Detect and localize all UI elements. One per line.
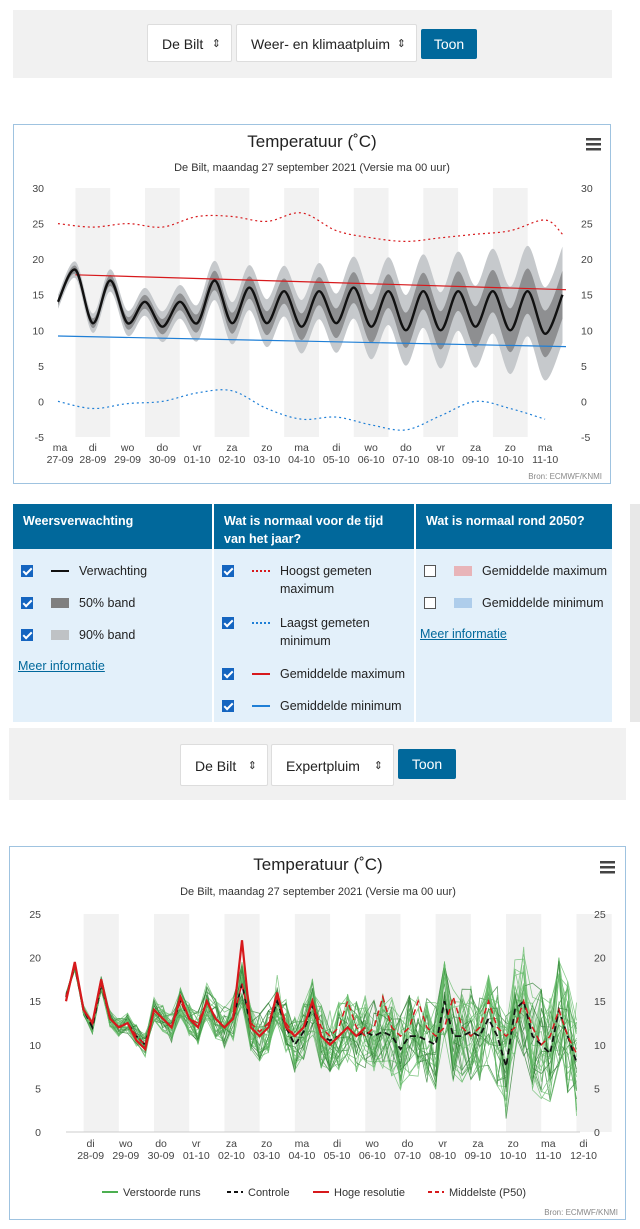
legend-item-label: Laagst gemeten minimum (280, 616, 370, 648)
y-tick-label-left: 0 (35, 1127, 41, 1139)
y-tick-label-right: 15 (594, 996, 606, 1009)
more-info-link[interactable]: Meer informatie (18, 659, 105, 673)
hamburger-menu-icon (586, 143, 601, 146)
legend-section-forecast (13, 504, 212, 722)
x-tick-day: di (579, 1138, 588, 1150)
show-button[interactable]: Toon (398, 749, 456, 779)
legend-item-label: Verstoorde runs (123, 1187, 201, 1199)
updown-chevron-icon: ⇕ (211, 38, 221, 50)
chart-title: Temperatuur (˚C) (253, 855, 383, 874)
x-tick-date: 04-10 (288, 454, 315, 466)
x-tick-date: 11-10 (532, 454, 559, 466)
day-band (576, 914, 611, 1132)
y-tick-label-left: 5 (35, 1083, 41, 1096)
hamburger-menu-icon (586, 138, 601, 141)
x-tick-day: ma (52, 442, 68, 454)
checkbox[interactable] (21, 597, 33, 609)
legend-item-label: Verwachting (79, 564, 148, 578)
checkbox[interactable] (222, 565, 234, 577)
x-tick-date: 01-10 (183, 454, 211, 466)
chart-title: Temperatuur (˚C) (247, 132, 377, 151)
y-tick-label-left: 0 (38, 396, 44, 409)
legend-panel (13, 504, 612, 722)
x-tick-day: ma (294, 442, 309, 454)
x-tick-day: vr (191, 1138, 201, 1150)
x-tick-date: 02-10 (218, 454, 246, 466)
scrollbar[interactable] (630, 504, 640, 722)
checkbox[interactable] (21, 565, 33, 577)
x-tick-date: 07-10 (392, 454, 420, 466)
x-tick-day: do (400, 442, 412, 454)
location-select[interactable] (180, 744, 268, 786)
legend-item-label: Hoge resolutie (334, 1187, 405, 1199)
x-tick-day: di (332, 442, 341, 454)
expert-plume-chart (9, 846, 626, 1220)
x-tick-day: ma (294, 1138, 310, 1150)
temperature-chart (13, 124, 611, 484)
x-tick-day: do (156, 442, 169, 454)
y-tick-label-left: 25 (29, 909, 41, 921)
y-tick-label-right: 25 (581, 218, 593, 231)
location-select-value: De Bilt (195, 758, 237, 774)
swatch-dotted (252, 570, 270, 572)
x-tick-date: 04-10 (288, 1150, 316, 1162)
swatch-dotted (252, 622, 270, 624)
location-select[interactable] (147, 24, 232, 62)
chart-subtitle: De Bilt, maandag 27 september 2021 (Versie ma 00 uur) (174, 162, 450, 174)
chart-subtitle: De Bilt, maandag 27 september 2021 (Versie ma 00 uur) (180, 886, 456, 898)
x-tick-day: vr (436, 442, 446, 454)
x-tick-date: 09-10 (462, 454, 489, 466)
checkbox[interactable] (222, 617, 234, 629)
x-tick-day: za (472, 1138, 484, 1150)
checkbox[interactable] (222, 668, 234, 680)
legend-item-label: 90% band (79, 628, 136, 642)
y-tick-label-right: 5 (581, 360, 587, 373)
y-tick-label-left: 20 (32, 254, 44, 267)
y-tick-label-right: 0 (594, 1127, 600, 1139)
x-tick-date: 05-10 (322, 454, 350, 466)
x-tick-date: 10-10 (496, 454, 524, 466)
x-tick-date: 30-09 (147, 1150, 175, 1162)
legend-item-label: Gemiddelde maximum (280, 667, 406, 681)
swatch-line (252, 673, 270, 675)
x-tick-day: za (226, 442, 238, 454)
credit: Bron: ECMWF/KNMI (528, 472, 602, 481)
y-tick-label-right: 30 (581, 183, 593, 195)
hamburger-menu-icon (600, 866, 615, 869)
swatch-block (454, 566, 472, 576)
y-tick-label-right: 15 (581, 289, 593, 302)
checkbox[interactable] (21, 629, 33, 641)
x-tick-day: za (225, 1138, 238, 1150)
y-tick-label-right: 10 (581, 325, 593, 338)
legend-section-2050 (416, 504, 612, 722)
x-tick-date: 06-10 (358, 1150, 386, 1162)
hamburger-menu-icon (600, 871, 615, 874)
x-tick-day: wo (120, 442, 135, 454)
x-tick-date: 06-10 (357, 454, 385, 466)
y-tick-label-right: 5 (594, 1083, 600, 1096)
y-tick-label-left: 20 (29, 952, 41, 965)
legend-item-label: Middelste (P50) (449, 1187, 527, 1199)
hamburger-menu-icon (586, 148, 601, 151)
swatch-block (454, 598, 472, 608)
x-tick-day: di (86, 1138, 95, 1150)
legend-item-label: Gemiddelde maximum (482, 564, 608, 578)
y-tick-label-left: 15 (29, 996, 41, 1009)
y-tick-label-right: 20 (594, 952, 606, 965)
x-tick-date: 29-09 (114, 454, 142, 466)
legend-header: Wat is normaal voor de tijd van het jaar? (214, 504, 414, 549)
x-tick-day: wo (119, 1138, 133, 1150)
swatch-block (51, 630, 69, 640)
product-select-value: Expertpluim (286, 758, 360, 774)
swatch-line (252, 705, 270, 707)
x-tick-date: 03-10 (253, 1150, 281, 1162)
location-select-value: De Bilt (162, 36, 204, 52)
legend-header: Wat is normaal rond 2050? (416, 504, 612, 549)
x-tick-date: 28-09 (77, 1150, 105, 1162)
checkbox[interactable] (222, 700, 234, 712)
x-tick-date: 02-10 (218, 1150, 245, 1162)
legend-item-label: Gemiddelde minimum (482, 596, 604, 610)
product-select-value: Weer- en klimaatpluim (251, 36, 391, 52)
x-tick-date: 05-10 (323, 1150, 351, 1162)
x-tick-day: zo (261, 1138, 273, 1150)
x-tick-day: wo (365, 1138, 380, 1150)
x-tick-day: do (401, 1138, 414, 1150)
legend-item-label: Controle (248, 1187, 290, 1199)
x-tick-day: di (332, 1138, 342, 1150)
x-tick-date: 30-09 (148, 454, 176, 466)
x-tick-date: 10-10 (499, 1150, 527, 1162)
swatch-block (51, 598, 69, 608)
x-tick-day: do (155, 1138, 167, 1150)
hamburger-menu-icon (600, 861, 615, 864)
y-tick-label-left: 30 (32, 183, 44, 195)
product-select[interactable] (236, 24, 417, 62)
y-tick-label-left: -5 (34, 432, 44, 444)
y-tick-label-right: 0 (581, 396, 587, 409)
x-tick-date: 27-09 (46, 454, 74, 466)
y-tick-label-right: -5 (581, 432, 591, 444)
more-info-link[interactable]: Meer informatie (420, 627, 507, 641)
x-tick-date: 08-10 (427, 454, 455, 466)
x-tick-date: 08-10 (429, 1150, 457, 1162)
chart-plot-area (14, 125, 610, 483)
y-tick-label-left: 15 (32, 289, 44, 302)
y-tick-label-left: 5 (38, 360, 44, 373)
x-tick-day: di (88, 442, 97, 454)
y-tick-label-right: 25 (594, 909, 606, 921)
legend-section-normal (214, 504, 414, 722)
y-tick-label-left: 10 (32, 325, 44, 338)
x-tick-day: za (469, 442, 482, 454)
chart-plot-area (10, 847, 625, 1219)
x-tick-date: 29-09 (112, 1150, 140, 1162)
x-tick-day: zo (504, 442, 516, 454)
checkbox[interactable] (424, 565, 436, 577)
day-band (75, 188, 110, 437)
legend-item-label: Gemiddelde minimum (280, 699, 402, 713)
legend-header: Weersverwachting (13, 504, 212, 549)
credit: Bron: ECMWF/KNMI (544, 1208, 618, 1217)
x-tick-date: 11-10 (535, 1150, 562, 1162)
y-tick-label-left: 10 (29, 1039, 41, 1052)
x-tick-date: 09-10 (464, 1150, 492, 1162)
x-tick-day: vr (192, 442, 202, 454)
y-tick-label-right: 10 (594, 1039, 606, 1052)
show-button[interactable]: Toon (421, 29, 477, 59)
product-select[interactable] (271, 744, 394, 786)
checkbox[interactable] (424, 597, 436, 609)
x-tick-date: 07-10 (394, 1150, 421, 1162)
x-tick-day: zo (507, 1138, 519, 1150)
x-tick-date: 01-10 (182, 1150, 210, 1162)
x-tick-day: vr (438, 1138, 448, 1150)
y-tick-label-left: 25 (32, 218, 44, 231)
x-tick-day: zo (261, 442, 273, 454)
updown-chevron-icon: ⇕ (247, 760, 257, 772)
updown-chevron-icon: ⇕ (396, 38, 406, 50)
y-tick-label-right: 20 (581, 254, 593, 267)
legend-item-label: 50% band (79, 596, 136, 610)
swatch-line (51, 570, 69, 572)
x-tick-date: 28-09 (79, 454, 107, 466)
x-tick-day: ma (537, 442, 553, 454)
x-tick-day: ma (541, 1138, 556, 1150)
x-tick-day: wo (364, 442, 378, 454)
x-tick-date: 12-10 (570, 1150, 597, 1162)
legend-item-label: Hoogst gemeten maximum (280, 564, 372, 596)
updown-chevron-icon: ⇕ (373, 760, 383, 772)
x-tick-date: 03-10 (253, 454, 281, 466)
